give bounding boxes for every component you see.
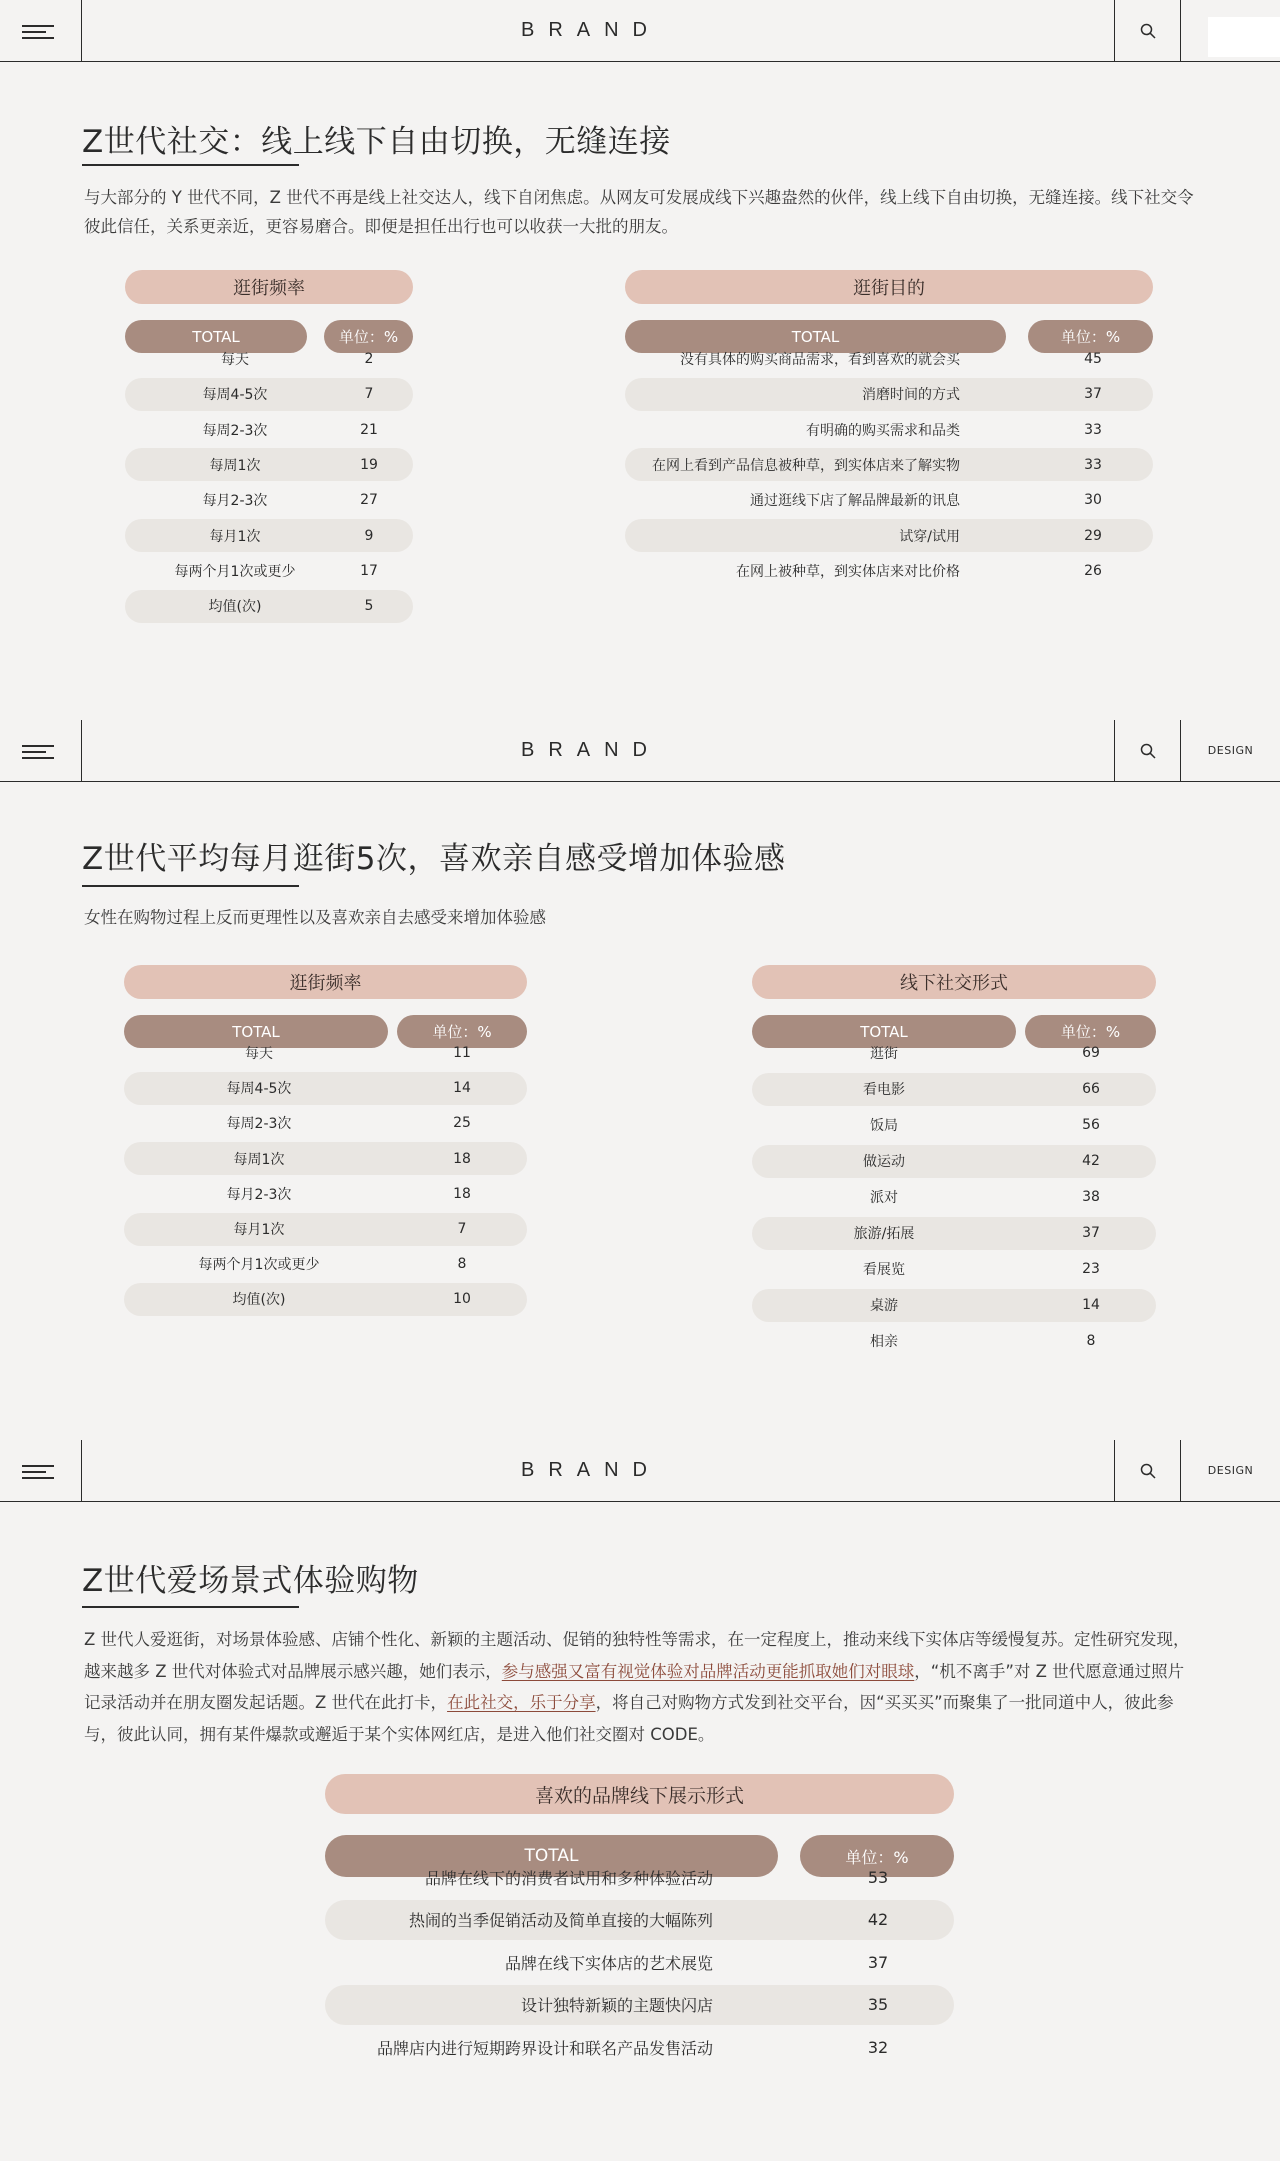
table-title: 喜欢的品牌线下展示形式 <box>325 1774 954 1814</box>
row-label: 每周1次 <box>209 457 261 474</box>
table-row <box>625 519 1153 552</box>
row-value: 66 <box>1082 1081 1100 1097</box>
row-label: 每月2-3次 <box>226 1186 292 1203</box>
table-head-total: TOTAL <box>752 1015 1016 1048</box>
title-underline <box>82 164 299 166</box>
row-label: 品牌在线下的消费者试用和多种体验活动 <box>424 1868 713 1888</box>
table-head-unit: 单位：% <box>1025 1015 1156 1048</box>
row-value: 53 <box>867 1867 889 1887</box>
table-row <box>125 519 413 552</box>
section3-paragraph <box>84 1624 1200 1750</box>
row-value: 26 <box>1084 562 1102 579</box>
row-value: 17 <box>360 562 378 579</box>
row-value: 18 <box>453 1185 471 1202</box>
table-row <box>752 1325 1156 1358</box>
row-value: 27 <box>360 492 378 509</box>
table-head-total: TOTAL <box>625 320 1006 353</box>
brand-logo[interactable]: BRAND <box>520 1459 661 1481</box>
table-row <box>625 378 1153 411</box>
table-row <box>125 343 413 376</box>
row-label: 相亲 <box>870 1334 898 1350</box>
row-label: 试穿/试用 <box>899 528 960 545</box>
para-text: ，将自己对购物方式发到社交平台，因“买买买”而聚集了一批同道中人，彼此参与，彼此认同，拥有某件爆款或邂逅于某个实体网红店，是进入他们社交圈对 CODE。 <box>84 1693 1174 1744</box>
row-label: 每周2-3次 <box>202 422 268 439</box>
menu-icon <box>22 1465 54 1479</box>
row-label: 每月2-3次 <box>202 493 268 510</box>
table-row <box>752 1109 1156 1142</box>
row-label: 品牌在线下实体店的艺术展览 <box>504 1953 713 1973</box>
design-link-placeholder <box>1181 0 1280 61</box>
row-value: 42 <box>867 1910 889 1930</box>
para-text: Z 世代人爱逛街，对场景体验感、店铺个性化、新颖的主题活动、促销的独特性等需求，在一定程度上，推动来线下实体店等缓慢复苏。定性研究发现，越来越多 Z 世代对体验式对品牌展示感兴趣，她们表示， <box>84 1630 1190 1681</box>
table-row <box>125 590 413 623</box>
para-highlight-link[interactable]: 参与感强又富有视觉体验对品牌活动更能抓取她们对眼球 <box>501 1661 915 1681</box>
table-row <box>125 484 413 517</box>
row-value: 42 <box>1082 1153 1100 1169</box>
brand-logo[interactable]: BRAND <box>520 19 661 41</box>
search-icon <box>1140 23 1156 39</box>
row-label: 每周2-3次 <box>226 1116 292 1133</box>
row-label: 每周4-5次 <box>226 1081 292 1098</box>
design-link[interactable]: DESIGN <box>1207 744 1254 757</box>
row-value: 2 <box>364 351 374 367</box>
row-value: 18 <box>453 1150 471 1167</box>
row-label: 饭局 <box>870 1118 898 1134</box>
menu-button[interactable] <box>0 0 82 61</box>
table-row <box>752 1217 1156 1250</box>
row-label: 每周1次 <box>233 1151 285 1168</box>
table-title: 逛街频率 <box>125 270 413 304</box>
row-value: 37 <box>867 1952 889 1972</box>
row-value: 23 <box>1082 1261 1100 1277</box>
table-head-unit: 单位：% <box>800 1835 954 1877</box>
row-label: 热闹的当季促销活动及简单直接的大幅陈列 <box>408 1911 713 1931</box>
row-value: 10 <box>453 1291 471 1308</box>
table-row <box>124 1142 527 1175</box>
row-value: 19 <box>360 456 378 473</box>
row-value: 37 <box>1082 1225 1100 1241</box>
table-row <box>124 1213 527 1246</box>
row-label: 有明确的购买需求和品类 <box>806 422 960 439</box>
row-label: 每月1次 <box>209 528 261 545</box>
table-row <box>752 1073 1156 1106</box>
row-label: 做运动 <box>863 1154 905 1170</box>
header-bar <box>0 720 1280 782</box>
row-label: 均值(次) <box>232 1292 286 1309</box>
table-row <box>625 343 1153 376</box>
table-row <box>625 413 1153 446</box>
table-row <box>325 1900 954 1940</box>
table-row <box>124 1283 527 1316</box>
row-value: 56 <box>1082 1117 1100 1133</box>
row-label: 消磨时间的方式 <box>862 387 960 404</box>
section1-paragraph: 与大部分的 Y 世代不同，Z 世代不再是线上社交达人，线下自闭焦虑。从网友可发展成线下兴趣盎然的伙伴，线上线下自由切换，无缝连接。线下社交令彼此信任，关系更亲近，更容易磨合。即便是担任出行也可以收获一大批的朋友。 <box>84 188 1194 236</box>
table-row <box>325 2027 954 2067</box>
row-value: 11 <box>453 1045 471 1061</box>
menu-icon <box>22 745 54 759</box>
search-button[interactable] <box>1114 720 1181 781</box>
row-value: 33 <box>1084 456 1102 473</box>
table-row <box>752 1253 1156 1286</box>
table-row <box>752 1181 1156 1214</box>
table-row <box>125 378 413 411</box>
row-value: 8 <box>457 1256 467 1273</box>
table-head-unit: 单位：% <box>1028 320 1153 353</box>
row-label: 设计独特新颖的主题快闪店 <box>520 1996 713 2016</box>
table-row <box>752 1289 1156 1322</box>
row-label: 桌游 <box>870 1298 898 1314</box>
row-value: 38 <box>1082 1189 1100 1205</box>
table-row <box>325 1942 954 1982</box>
para-text: ，“机不离手”对 Z 世代愿意通过照片记录活动并在朋友圈发起话题。Z 世代在此打卡， <box>84 1661 1185 1712</box>
table-row <box>124 1107 527 1140</box>
row-value: 29 <box>1084 527 1102 544</box>
row-value: 21 <box>360 421 378 438</box>
header-bar <box>0 0 1280 62</box>
row-value: 33 <box>1084 421 1102 438</box>
row-label: 派对 <box>870 1190 898 1206</box>
row-label: 逛街 <box>870 1046 898 1062</box>
row-value: 14 <box>453 1080 471 1097</box>
row-label: 旅游/拓展 <box>853 1226 915 1242</box>
search-icon <box>1140 743 1156 759</box>
row-value: 14 <box>1082 1297 1100 1313</box>
row-label: 每两个月1次或更少 <box>198 1257 320 1274</box>
row-value: 9 <box>364 527 374 544</box>
section1-title: Z世代社交：线上线下自由切换，无缝连接 <box>82 124 671 160</box>
table-row <box>752 1037 1156 1070</box>
brand-logo[interactable]: BRAND <box>520 739 661 761</box>
table-row <box>124 1177 527 1210</box>
row-label: 每天 <box>221 352 249 368</box>
design-link[interactable]: DESIGN <box>1207 1464 1254 1477</box>
table-row <box>625 554 1153 587</box>
search-button[interactable] <box>1114 0 1181 61</box>
table-row <box>125 413 413 446</box>
menu-button[interactable] <box>0 720 82 781</box>
para-highlight-link[interactable]: 在此社交，乐于分享 <box>447 1693 596 1712</box>
table-head-total: TOTAL <box>124 1015 388 1048</box>
table-row <box>625 448 1153 481</box>
table-head-unit: 单位：% <box>324 320 413 353</box>
row-label: 在网上被种草，到实体店来对比价格 <box>736 563 960 580</box>
row-label: 每天 <box>245 1046 273 1062</box>
table-row <box>325 1857 954 1897</box>
row-value: 45 <box>1084 351 1102 367</box>
table-row <box>124 1072 527 1105</box>
row-label: 每周4-5次 <box>202 387 268 404</box>
section2-paragraph: 女性在购物过程上反而更理性以及喜欢亲自去感受来增加体验感 <box>84 908 546 927</box>
row-label: 每月1次 <box>233 1222 285 1238</box>
row-value: 5 <box>364 598 374 615</box>
table-row <box>752 1145 1156 1178</box>
search-button[interactable] <box>1114 1440 1181 1501</box>
table-title: 逛街目的 <box>625 270 1153 304</box>
row-value: 8 <box>1086 1333 1096 1349</box>
menu-icon <box>22 25 54 39</box>
table-row <box>325 1985 954 2025</box>
row-value: 37 <box>1084 386 1102 403</box>
row-value: 35 <box>867 1995 889 2015</box>
menu-button[interactable] <box>0 1440 82 1501</box>
row-value: 25 <box>453 1115 471 1132</box>
table-row <box>125 448 413 481</box>
table-title: 线下社交形式 <box>752 965 1156 999</box>
row-label: 每两个月1次或更少 <box>174 563 296 580</box>
row-value: 7 <box>364 386 374 403</box>
header-bar <box>0 1440 1280 1502</box>
row-label: 均值(次) <box>208 599 262 616</box>
table-head-total: TOTAL <box>125 320 307 353</box>
table-row <box>125 554 413 587</box>
table-row <box>124 1248 527 1281</box>
row-label: 看电影 <box>863 1082 905 1098</box>
table-title: 逛街频率 <box>124 965 527 999</box>
row-value: 30 <box>1084 492 1102 509</box>
row-label: 没有具体的购买商品需求，看到喜欢的就会买 <box>680 352 960 368</box>
title-underline <box>82 1606 299 1608</box>
section3-title: Z世代爱场景式体验购物 <box>82 1563 419 1599</box>
section2-title: Z世代平均每月逛街5次，喜欢亲自感受增加体验感 <box>82 841 786 877</box>
row-label: 在网上看到产品信息被种草，到实体店来了解实物 <box>652 457 960 474</box>
search-icon <box>1140 1463 1156 1479</box>
table-row <box>625 484 1153 517</box>
row-value: 32 <box>867 2037 889 2057</box>
row-label: 看展览 <box>863 1262 905 1278</box>
table-head-unit: 单位：% <box>397 1015 527 1048</box>
row-value: 7 <box>457 1221 467 1237</box>
row-value: 69 <box>1082 1045 1100 1061</box>
row-label: 通过逛线下店了解品牌最新的讯息 <box>750 493 960 510</box>
row-label: 品牌店内进行短期跨界设计和联名产品发售活动 <box>376 2038 713 2058</box>
title-underline <box>82 885 299 887</box>
table-row <box>124 1037 527 1070</box>
table-head-total: TOTAL <box>325 1835 778 1877</box>
